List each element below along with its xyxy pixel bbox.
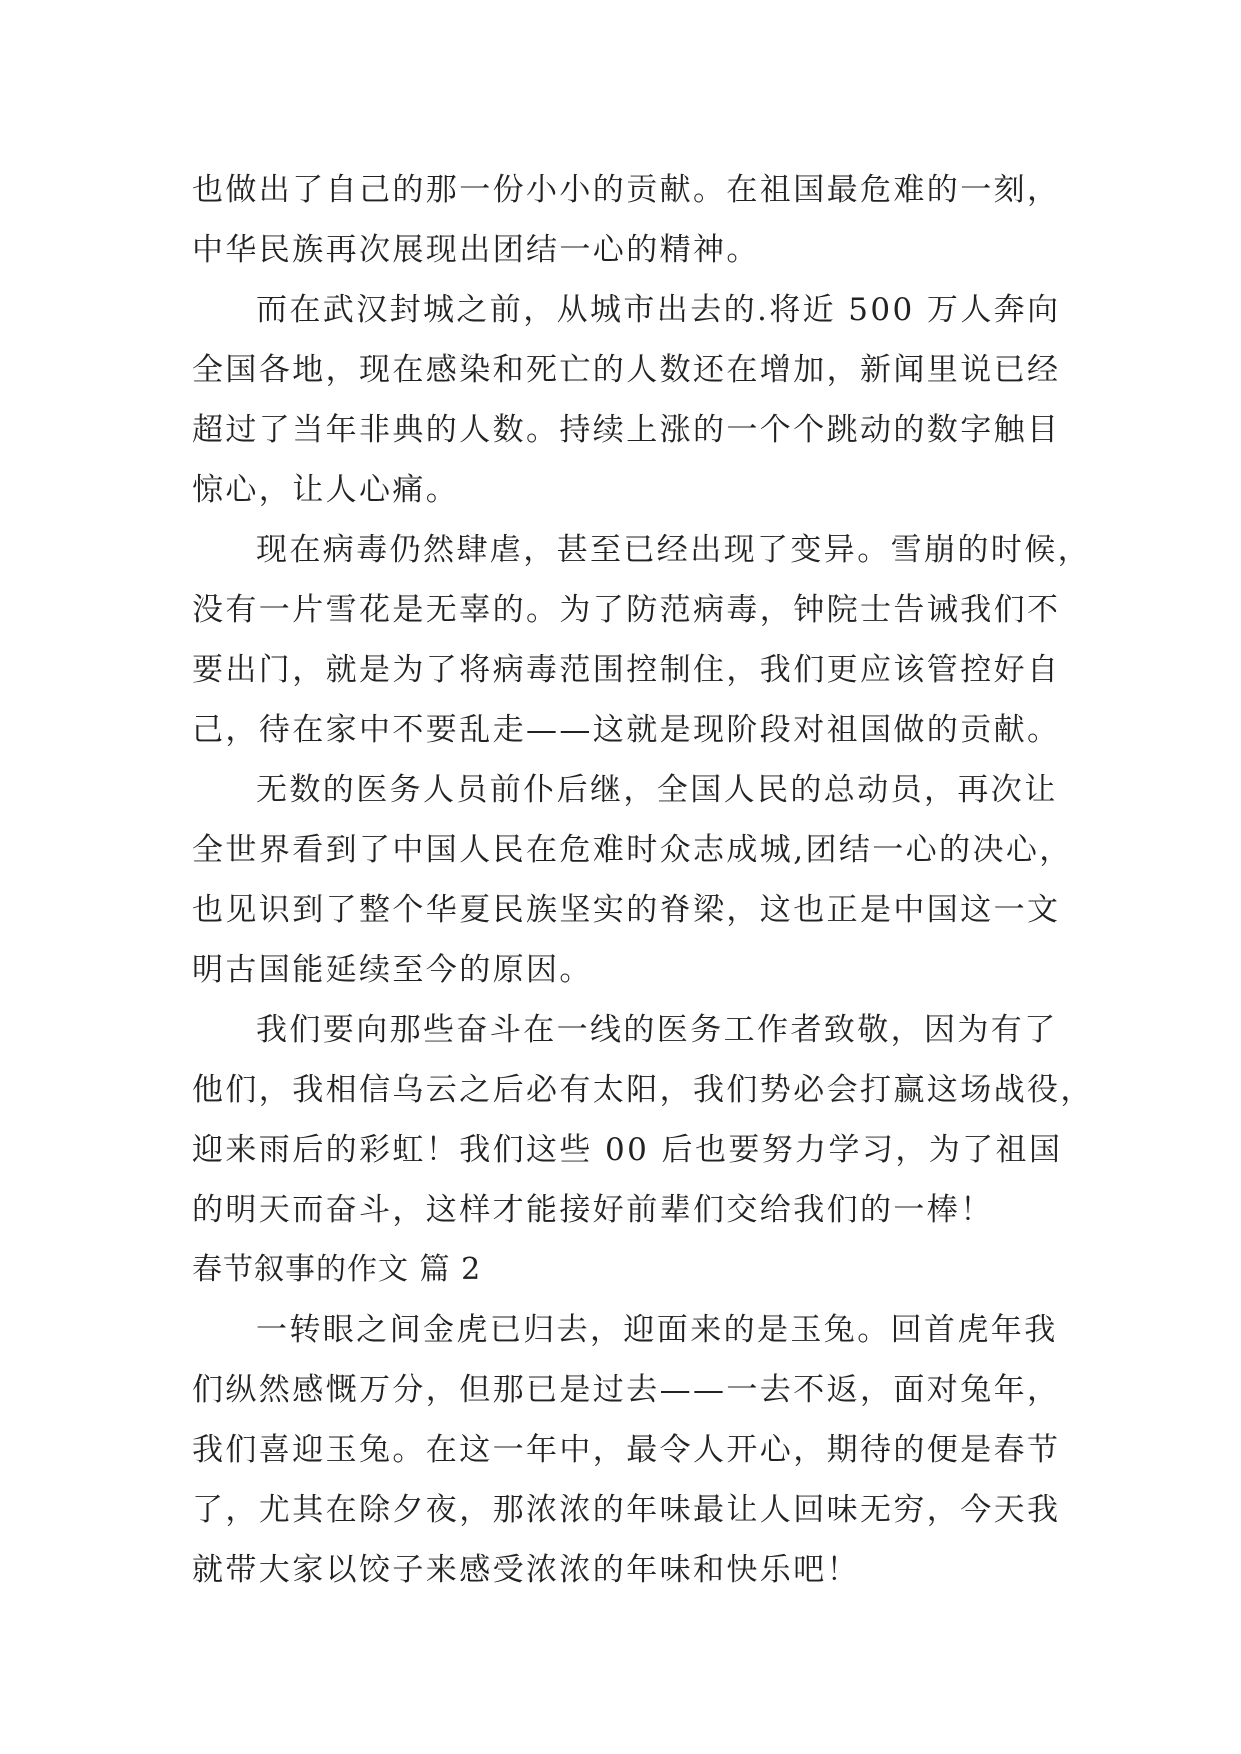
text-line: 中华民族再次展现出团结一心的精神。 xyxy=(192,232,760,268)
text-line: 己，待在家中不要乱走——这就是现阶段对祖国做的贡献。 xyxy=(192,712,1061,748)
text-line: 全世界看到了中国人民在危难时众志成城,团结一心的决心， xyxy=(192,832,1073,868)
text-line: 超过了当年非典的人数。持续上涨的一个个跳动的数字触目 xyxy=(192,412,1061,448)
text-line: 要出门，就是为了将病毒范围控制住，我们更应该管控好自 xyxy=(192,652,1061,688)
text-line: 迎来雨后的彩虹！我们这些 00 后也要努力学习，为了祖国 xyxy=(192,1132,1063,1168)
text-line: 惊心，让人心痛。 xyxy=(192,472,460,508)
section-heading: 春节叙事的作文 篇 2 xyxy=(192,1252,482,1287)
text-line: 也见识到了整个华夏民族坚实的脊梁，这也正是中国这一文 xyxy=(192,892,1061,928)
text-line: 明古国能延续至今的原因。 xyxy=(192,952,593,988)
text-line: 没有一片雪花是无辜的。为了防范病毒，钟院士告诫我们不 xyxy=(192,592,1061,628)
text-line: 他们，我相信乌云之后必有太阳，我们势必会打赢这场战役， xyxy=(192,1072,1094,1108)
text-line: 也做出了自己的那一份小小的贡献。在祖国最危难的一刻， xyxy=(192,172,1061,208)
essay-body xyxy=(192,160,1094,1600)
paragraph-start-line: 无数的医务人员前仆后继，全国人民的总动员，再次让 xyxy=(256,772,1058,808)
text-line: 了，尤其在除夕夜，那浓浓的年味最让人回味无穷，今天我 xyxy=(192,1492,1061,1528)
text-line: 我们喜迎玉兔。在这一年中，最令人开心，期待的便是春节 xyxy=(192,1432,1061,1468)
paragraph-start-line: 一转眼之间金虎已归去，迎面来的是玉兔。回首虎年我 xyxy=(256,1312,1058,1348)
paragraph-start-line: 而在武汉封城之前，从城市出去的.将近 500 万人奔向 xyxy=(256,292,1061,328)
text-line: 就带大家以饺子来感受浓浓的年味和快乐吧！ xyxy=(192,1552,860,1588)
text-line: 们纵然感慨万分，但那已是过去——一去不返，面对兔年， xyxy=(192,1372,1061,1408)
text-line: 的明天而奋斗，这样才能接好前辈们交给我们的一棒！ xyxy=(192,1192,994,1228)
paragraph-start-line: 我们要向那些奋斗在一线的医务工作者致敬，因为有了 xyxy=(256,1012,1058,1048)
paragraph-start-line: 现在病毒仍然肆虐，甚至已经出现了变异。雪崩的时候， xyxy=(256,532,1091,568)
text-line: 全国各地，现在感染和死亡的人数还在增加，新闻里说已经 xyxy=(192,352,1061,388)
